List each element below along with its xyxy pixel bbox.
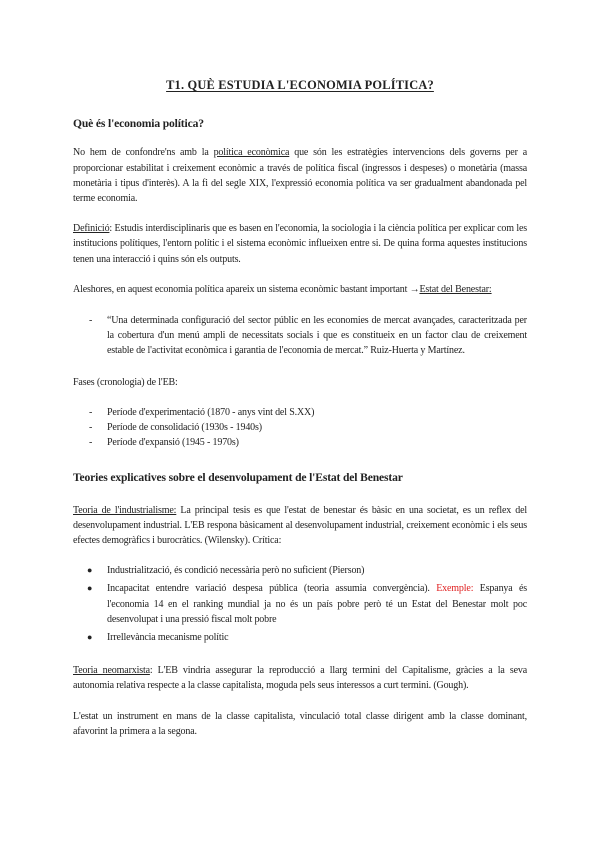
politica-economica-link: política econòmica bbox=[213, 147, 290, 159]
phase-text: Període de consolidació (1930s - 1940s) bbox=[107, 422, 262, 434]
paragraph-neomarxista bbox=[73, 663, 527, 693]
definition-text: : Estudis interdisciplinaris que es basen en l'economia, la sociologia i la ciència política per explicar com les institucions polítiques, l'entorn polític i el sistema econòmic influeixen entre si. De quina forma aquestes institucions tenen una interacció i quins són els outputs. bbox=[73, 223, 527, 265]
list-item bbox=[73, 581, 527, 627]
dot-bullet: ● bbox=[87, 565, 93, 576]
example-text: Espanya és l'economia 14 en el ranking mundial ja no és un país pobre però té un Estat del Benestar molt poc desenvolupat i una pressió fiscal molt pobre bbox=[107, 583, 528, 625]
dash-bullet: - bbox=[89, 437, 93, 449]
paragraph-definition bbox=[73, 221, 527, 267]
intro-text-end: que són les estratègies intervencions dels governs per a proporcionar estabilitat i creixement econòmic a través de política fiscal (ingressos i despeses) o monetària (massa monetària i tipus d'interès). A la fi del segle XIX, l'expressió economia política va ser gradualment abandonada pel terme economia. bbox=[73, 147, 528, 205]
industrialisme-label: Teoria de l'industrialisme: bbox=[73, 504, 177, 516]
list-item bbox=[73, 435, 527, 450]
list-item bbox=[73, 563, 527, 578]
quote-text: “Una determinada configuració del sector públic en les economies de mercat avançades, caracteritzada per la cobertura d'un menú ampli de necessitats socials i que es constitueix en un factor clau de creixement estable de l'activitat econòmica i garantia de l'economia de mercat.” Ruiz-Huerta y Martínez. bbox=[107, 315, 527, 357]
estat-benestar-intro: Aleshores, en aquest economia política apareix un sistema econòmic bastant important → bbox=[73, 283, 420, 295]
phase-text: Període d'expansió (1945 - 1970s) bbox=[107, 437, 239, 449]
section-heading-teories: Teories explicatives sobre el desenvolupament de l'Estat del Benestar bbox=[73, 471, 403, 485]
list-item bbox=[73, 405, 527, 420]
phases-label: Fases (cronologia) de l'EB: bbox=[73, 376, 178, 388]
list-item bbox=[73, 420, 527, 435]
neomarxista-label: Teoria neomarxista bbox=[73, 665, 150, 677]
intro-text-start: No hem de confondre'ns amb la bbox=[73, 147, 214, 159]
page-title: T1. QUÈ ESTUDIA L'ECONOMIA POLÍTICA? bbox=[166, 78, 434, 92]
dot-bullet: ● bbox=[87, 583, 93, 594]
paragraph-industrialisme bbox=[73, 503, 527, 549]
paragraph-estat-benestar bbox=[73, 282, 527, 297]
paragraph-intro bbox=[73, 145, 527, 206]
dash-bullet: - bbox=[89, 406, 93, 418]
example-label: Exemple: bbox=[436, 583, 474, 595]
industrialisme-text: La principal tesis es que l'estat de benestar és bàsic en una societat, es un reflex del desenvolupament industrial. L'EB respona bàsicament al desenvolupament industrial, creixement econòmic i els seus efectes demogràfics i burocràtics. (Wilensky). Crítica: bbox=[73, 504, 527, 547]
dash-bullet: - bbox=[89, 422, 93, 434]
neomarxista-text: : L'EB vindria assegurar la reproducció a llarg termini del Capitalisme, gràcies a la seva autonomia relativa respecte a la classe capitalista, moguda pels seus interessos a curt termini. (Gough). bbox=[73, 665, 527, 692]
estat-benestar-link: Estat del Benestar: bbox=[419, 283, 492, 295]
section-heading-economia-politica: Què és l'economia política? bbox=[73, 117, 204, 131]
dash-bullet: - bbox=[89, 315, 93, 327]
critique-text: Industrialització, és condició necessària però no suficient (Pierson) bbox=[107, 565, 365, 577]
paragraph-estat-instrument: L'estat un instrument en mans de la classe capitalista, vinculació total classe dirigent amb la classe dominant, afavorint la primera a la segona. bbox=[73, 710, 527, 737]
definition-label: Definició bbox=[73, 223, 110, 235]
critique-list bbox=[73, 563, 527, 645]
dot-bullet: ● bbox=[87, 632, 93, 643]
critique-text: Irrellevància mecanisme polític bbox=[107, 632, 229, 644]
list-item bbox=[73, 630, 527, 645]
list-item bbox=[73, 313, 527, 359]
phase-text: Període d'experimentació (1870 - anys vint del S.XX) bbox=[107, 406, 315, 418]
critique-text: Incapacitat entendre variació despesa pública (teoria assumia convergència). bbox=[107, 583, 437, 595]
quote-list bbox=[73, 313, 527, 359]
phases-list bbox=[73, 405, 527, 451]
